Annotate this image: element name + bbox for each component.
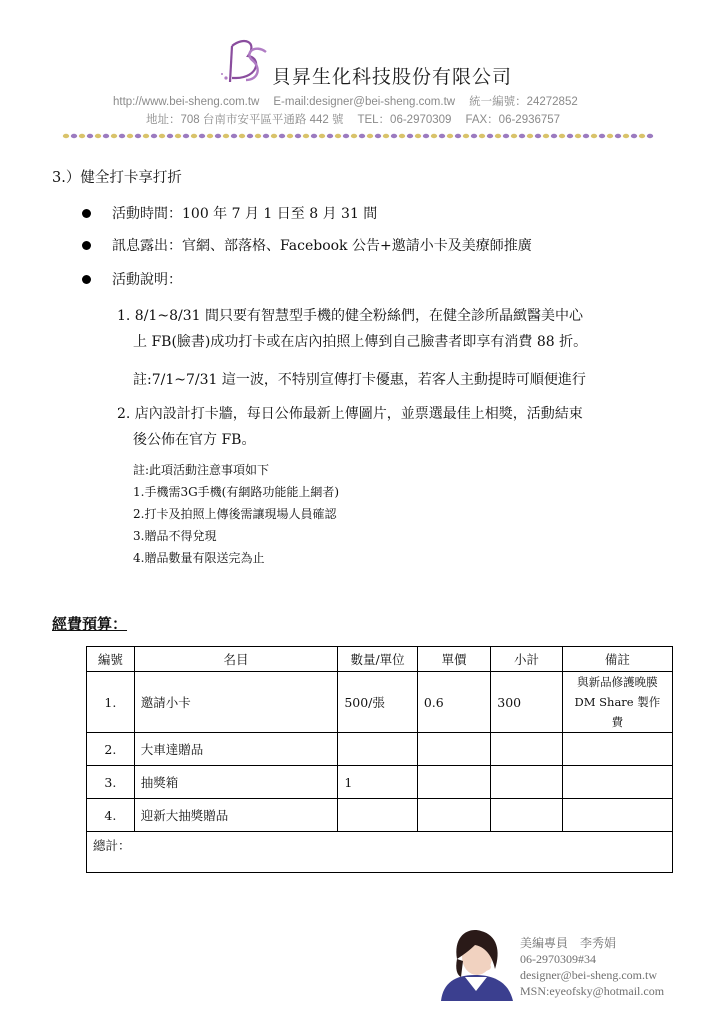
note-item: 4.贈品數量有限送完為止	[133, 551, 265, 565]
note-item: 1.手機需3G手機(有網路功能能上網者)	[133, 485, 340, 499]
divider-dot	[399, 134, 405, 138]
unit-price	[417, 799, 490, 832]
contact-line-1	[113, 93, 592, 109]
divider-dot	[319, 134, 325, 138]
divider-dot	[135, 134, 141, 138]
divider-dot	[271, 134, 277, 138]
divider-dot	[463, 134, 469, 138]
contact-line-2	[146, 111, 574, 127]
bullet-icon	[82, 241, 91, 250]
item-name: 抽獎箱	[134, 766, 338, 799]
divider-dot	[223, 134, 229, 138]
divider-dot	[551, 134, 557, 138]
item-2-line-1: 2. 店內設計打卡牆，每日公佈最新上傳圖片，並票選最佳上相獎，活動結束	[117, 406, 583, 422]
subtotal	[491, 799, 563, 832]
item-1-line-1: 1. 8/1~8/31 間只要有智慧型手機的健全粉絲們，在健全診所晶緻醫美中心	[117, 308, 583, 324]
header-cell: 備註	[562, 647, 672, 672]
row-number: 1.	[87, 672, 135, 733]
remark	[562, 733, 672, 766]
divider-dot	[167, 134, 173, 138]
divider-dot	[183, 134, 189, 138]
divider-dot	[263, 134, 269, 138]
divider-dot	[79, 134, 85, 138]
divider-dot	[583, 134, 589, 138]
letterhead-divider	[62, 131, 654, 141]
divider-dot	[63, 134, 69, 138]
note-item: 2.打卡及拍照上傳後需讓現場人員確認	[133, 507, 337, 521]
item-1-line-2: 上 FB(臉書)成功打卡或在店內拍照上傳到自己臉書者即享有消費 88 折。	[133, 334, 588, 350]
table-header-row	[87, 647, 673, 672]
divider-dot	[615, 134, 621, 138]
divider-dot	[71, 134, 77, 138]
divider-dot	[215, 134, 221, 138]
divider-dot	[87, 134, 93, 138]
quantity	[338, 799, 417, 832]
remark	[562, 799, 672, 832]
quantity: 1	[338, 766, 417, 799]
item-1-note: 註:7/1~7/31 這一波，不特別宣傳打卡優惠，若客人主動提時可順便進行	[133, 372, 586, 388]
email-link[interactable]: E-mail:designer@bei-sheng.com.tw	[273, 96, 456, 108]
quantity	[338, 733, 417, 766]
divider-dot	[335, 134, 341, 138]
table-row	[87, 799, 673, 832]
divider-dot	[503, 134, 509, 138]
row-number: 3.	[87, 766, 135, 799]
divider-dot	[383, 134, 389, 138]
header-cell: 小計	[491, 647, 563, 672]
bullet-icon	[82, 209, 91, 218]
company-name: 貝昇生化科技股份有限公司	[272, 66, 513, 88]
divider-dot	[119, 134, 125, 138]
item-2-line-2: 後公佈在官方 FB。	[133, 432, 256, 448]
table-row	[87, 733, 673, 766]
tax-id: 統一編號：24272852	[469, 96, 578, 108]
address: 地址：708 台南市安平區平通路 442 號	[146, 114, 344, 126]
remark	[562, 672, 672, 733]
divider-dot	[247, 134, 253, 138]
designer-avatar	[435, 925, 517, 1001]
item-name: 迎新大抽獎贈品	[134, 799, 338, 832]
divider-dot	[415, 134, 421, 138]
unit-price	[417, 733, 490, 766]
divider-dot	[95, 134, 101, 138]
divider-dot	[599, 134, 605, 138]
divider-dot	[367, 134, 373, 138]
divider-dot	[239, 134, 245, 138]
divider-dot	[343, 134, 349, 138]
bullet-icon	[82, 275, 91, 284]
divider-dot	[439, 134, 445, 138]
divider-dot	[327, 134, 333, 138]
divider-dot	[303, 134, 309, 138]
header-cell: 編號	[87, 647, 135, 672]
total-label: 總計：	[87, 832, 673, 873]
divider-dot	[535, 134, 541, 138]
total-row	[87, 832, 673, 873]
divider-dot	[199, 134, 205, 138]
divider-dot	[647, 134, 653, 138]
divider-dot	[359, 134, 365, 138]
header-cell: 名目	[134, 647, 338, 672]
quantity: 500/張	[338, 672, 417, 733]
company-logo	[218, 38, 270, 86]
signature-email[interactable]: designer@bei-sheng.com.tw	[520, 968, 658, 982]
header-cell: 單價	[417, 647, 490, 672]
divider-dot	[591, 134, 597, 138]
divider-dot	[631, 134, 637, 138]
telephone: TEL：06-2970309	[357, 114, 452, 126]
divider-dot	[143, 134, 149, 138]
divider-dot	[151, 134, 157, 138]
unit-price: 0.6	[417, 672, 490, 733]
divider-dot	[295, 134, 301, 138]
divider-dot	[375, 134, 381, 138]
section-heading: 3.）健全打卡享打折	[52, 170, 182, 186]
fax: FAX：06-2936757	[465, 114, 561, 126]
divider-dot	[431, 134, 437, 138]
remark-line: 與新品修護晚膜	[577, 675, 658, 689]
divider-dot	[527, 134, 533, 138]
budget-table	[86, 646, 673, 873]
divider-dot	[191, 134, 197, 138]
divider-dot	[207, 134, 213, 138]
remark-line: DM Share 製作費	[574, 695, 661, 729]
divider-dot	[519, 134, 525, 138]
divider-dot	[471, 134, 477, 138]
divider-dot	[511, 134, 517, 138]
remark	[562, 766, 672, 799]
divider-dot	[487, 134, 493, 138]
budget-title: 經費預算：	[52, 615, 128, 633]
row-number: 2.	[87, 733, 135, 766]
divider-dot	[231, 134, 237, 138]
divider-dot	[575, 134, 581, 138]
divider-dot	[175, 134, 181, 138]
divider-dot	[391, 134, 397, 138]
divider-dot	[455, 134, 461, 138]
signature-phone: 06-2970309#34	[520, 952, 596, 966]
item-name: 大車達贈品	[134, 733, 338, 766]
divider-dot	[479, 134, 485, 138]
divider-dot	[351, 134, 357, 138]
note-item: 3.贈品不得兌現	[133, 529, 217, 543]
item-name: 邀請小卡	[134, 672, 338, 733]
divider-dot	[639, 134, 645, 138]
divider-dot	[279, 134, 285, 138]
subtotal	[491, 733, 563, 766]
divider-dot	[127, 134, 133, 138]
divider-dot	[543, 134, 549, 138]
divider-dot	[287, 134, 293, 138]
divider-dot	[407, 134, 413, 138]
table-row	[87, 672, 673, 733]
notes-heading: 註:此項活動注意事項如下	[133, 463, 270, 477]
row-number: 4.	[87, 799, 135, 832]
divider-dot	[447, 134, 453, 138]
table-row	[87, 766, 673, 799]
unit-price	[417, 766, 490, 799]
divider-dot	[567, 134, 573, 138]
divider-dot	[111, 134, 117, 138]
signature-msn: MSN:eyeofsky@hotmail.com	[520, 984, 665, 998]
bullet-promotion: 訊息露出：官網、部落格、Facebook 公告+邀請小卡及美療師推廣	[112, 238, 532, 254]
divider-dot	[623, 134, 629, 138]
header-cell: 數量/單位	[338, 647, 417, 672]
divider-dot	[495, 134, 501, 138]
bullet-event-period: 活動時間：100 年 7 月 1 日至 8 月 31 間	[112, 206, 378, 222]
divider-dot	[559, 134, 565, 138]
subtotal	[491, 766, 563, 799]
subtotal: 300	[491, 672, 563, 733]
signature-block	[520, 935, 664, 999]
signature-name: 美編專員 李秀娟	[520, 936, 617, 950]
divider-dot	[103, 134, 109, 138]
divider-dot	[311, 134, 317, 138]
divider-dot	[159, 134, 165, 138]
website-link[interactable]: http://www.bei-sheng.com.tw	[113, 96, 260, 108]
divider-dot	[607, 134, 613, 138]
divider-dot	[255, 134, 261, 138]
divider-dot	[423, 134, 429, 138]
bullet-description: 活動說明：	[112, 272, 182, 288]
